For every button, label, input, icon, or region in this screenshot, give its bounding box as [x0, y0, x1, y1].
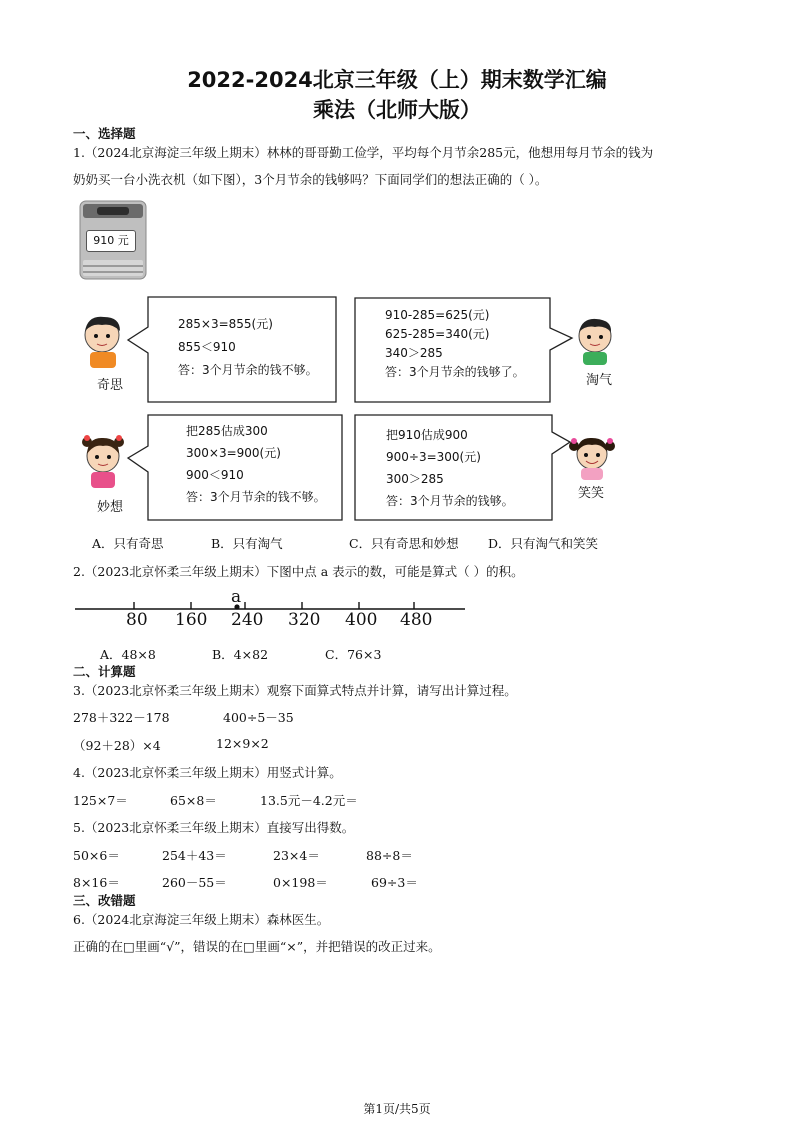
- section-heading-choice: 一、选择题: [73, 126, 136, 141]
- qisi-work: [178, 313, 318, 382]
- xiaoxiao-line-4: 答：3个月节余的钱够。: [386, 494, 514, 508]
- girl-xiaoxiao-icon: [567, 432, 617, 480]
- q4-item-2: 65×8＝: [170, 793, 217, 808]
- xiaoxiao-line-3: 300＞285: [386, 472, 444, 486]
- tick-label-480: 480: [400, 610, 433, 630]
- name-xiaoxiao: 笑笑: [578, 486, 605, 501]
- name-taoqi: 淘气: [586, 373, 613, 388]
- q5-r2-item-1: 8×16＝: [73, 875, 120, 890]
- q3-item-4: 12×9×2: [216, 736, 269, 751]
- q5-r1-item-1: 50×6＝: [73, 848, 120, 863]
- miaoxiang-work: [186, 420, 326, 508]
- q2-option-a[interactable]: A．48×8: [100, 647, 156, 662]
- q3-stem: 3.（2023北京怀柔三年级上期末）观察下面算式特点并计算，请写出计算过程。: [73, 683, 517, 698]
- q3-item-2: 400÷5－35: [223, 710, 294, 725]
- q3-item-3: （92＋28）×4: [73, 738, 161, 753]
- tick-label-400: 400: [345, 610, 378, 630]
- q1-option-a[interactable]: A．只有奇思: [92, 536, 164, 551]
- qisi-line-3: 答：3个月节余的钱不够。: [178, 363, 318, 377]
- tick-label-80: 80: [126, 610, 148, 630]
- qisi-line-2: 855＜910: [178, 340, 236, 354]
- q3-item-1: 278＋322－178: [73, 710, 170, 725]
- q6-stem: 6.（2024北京海淀三年级上期末）森林医生。: [73, 912, 330, 927]
- girl-miaoxiang-icon: [78, 432, 128, 490]
- q1-option-c[interactable]: C．只有奇思和妙想: [349, 536, 459, 551]
- price-tag: 910 元: [86, 230, 136, 252]
- taoqi-line-4: 答：3个月节余的钱够了。: [385, 365, 525, 379]
- boy-qisi-icon: [78, 313, 128, 369]
- q4-item-3: 13.5元－4.2元＝: [260, 793, 358, 808]
- q5-r1-item-3: 23×4＝: [273, 848, 320, 863]
- q1-option-d[interactable]: D．只有淘气和笑笑: [488, 536, 599, 551]
- miaoxiang-line-4: 答：3个月节余的钱不够。: [186, 490, 326, 504]
- taoqi-work: [385, 306, 525, 382]
- taoqi-line-1: 910-285=625(元): [385, 308, 490, 322]
- page-subtitle: 乘法（北师大版）: [313, 98, 481, 122]
- qisi-line-1: 285×3=855(元): [178, 317, 273, 331]
- boy-taoqi-icon: [572, 316, 618, 366]
- q5-r2-item-4: 69÷3＝: [371, 875, 418, 890]
- q5-r1-item-4: 88÷8＝: [366, 848, 413, 863]
- q2-option-b[interactable]: B．4×82: [212, 647, 269, 662]
- q5-stem: 5.（2023北京怀柔三年级上期末）直接写出得数。: [73, 820, 355, 835]
- tick-label-320: 320: [288, 610, 321, 630]
- q1-stem-line2: 奶奶买一台小洗衣机（如下图），3个月节余的钱够吗？下面同学们的想法正确的（ ）。: [73, 172, 548, 187]
- miaoxiang-line-2: 300×3=900(元): [186, 446, 281, 460]
- xiaoxiao-line-1: 把910估成900: [386, 428, 468, 442]
- section-heading-calc: 二、计算题: [73, 664, 136, 679]
- taoqi-line-3: 340＞285: [385, 346, 443, 360]
- q1-stem-line1: 1.（2024北京海淀三年级上期末）林林的哥哥勤工俭学，平均每个月节余285元，他想用每月节余的钱为: [73, 145, 654, 160]
- tick-label-240: 240: [231, 610, 264, 630]
- page-number: 第1页/共5页: [363, 1102, 431, 1116]
- q1-option-b[interactable]: B．只有淘气: [211, 536, 283, 551]
- q2-option-c[interactable]: C．76×3: [325, 647, 382, 662]
- q5-r2-item-2: 260－55＝: [162, 875, 227, 890]
- q6-instruction: 正确的在□里画“√”，错误的在□里画“×”，并把错误的改正过来。: [73, 939, 441, 954]
- name-qisi: 奇思: [97, 378, 124, 393]
- xiaoxiao-work: [386, 424, 514, 512]
- q2-stem: 2.（2023北京怀柔三年级上期末）下图中点 a 表示的数，可能是算式（ ）的积。: [73, 564, 524, 579]
- section-heading-correction: 三、改错题: [73, 893, 136, 908]
- q5-r2-item-3: 0×198＝: [273, 875, 328, 890]
- q4-stem: 4.（2023北京怀柔三年级上期末）用竖式计算。: [73, 765, 342, 780]
- q4-item-1: 125×7＝: [73, 793, 128, 808]
- miaoxiang-line-3: 900＜910: [186, 468, 244, 482]
- page-title: 2022-2024北京三年级（上）期末数学汇编: [187, 68, 607, 92]
- tick-label-160: 160: [175, 610, 208, 630]
- name-miaoxiang: 妙想: [97, 500, 124, 515]
- xiaoxiao-line-2: 900÷3=300(元): [386, 450, 481, 464]
- miaoxiang-line-1: 把285估成300: [186, 424, 268, 438]
- taoqi-line-2: 625-285=340(元): [385, 327, 490, 341]
- q5-r1-item-2: 254＋43＝: [162, 848, 227, 863]
- point-a-label: a: [231, 587, 242, 607]
